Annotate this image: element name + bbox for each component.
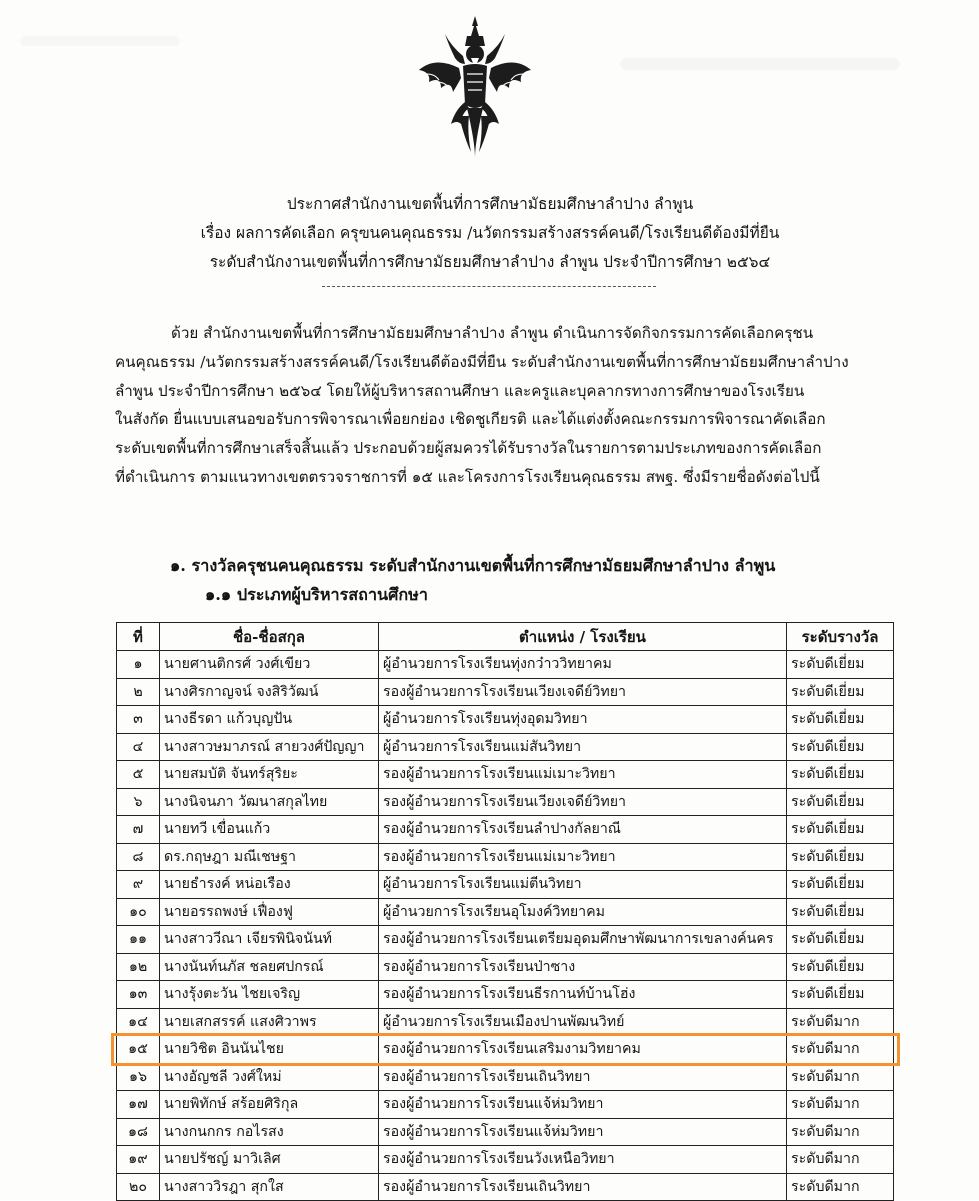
table-row	[117, 1173, 894, 1201]
table-row	[117, 1146, 894, 1174]
table-row	[117, 981, 894, 1009]
cell-position: ผู้อำนวยการโรงเรียนทุ่งกว๋าววิทยาคม	[379, 651, 787, 679]
cell-position: รองผู้อำนวยการโรงเรียนเถินวิทยา	[379, 1063, 787, 1091]
cell-name: ดร.กฤษฎา มณีเชษฐา	[160, 843, 379, 871]
paragraph-line: ระดับเขตพื้นที่การศึกษาเสร็จสิ้นแล้ว ประกอบด้วยผู้สมควรได้รับรางวัลในรายการตามประเภทของการคัดเลือก	[115, 439, 822, 458]
cell-position: รองผู้อำนวยการโรงเรียนแจ้ห่มวิทยา	[379, 1091, 787, 1119]
cell-award-level: ระดับดีเยี่ยม	[787, 706, 894, 734]
section-subtitle: ๑.๑ ประเภทผู้บริหารสถานศึกษา	[205, 585, 428, 604]
cell-name: นางอัญชลี วงศ์ใหม่	[160, 1063, 379, 1091]
cell-award-level: ระดับดีมาก	[787, 1118, 894, 1146]
cell-position: รองผู้อำนวยการโรงเรียนเวียงเจดีย์วิทยา	[379, 788, 787, 816]
cell-name: นางสาวษมาภรณ์ สายวงศ์ปัญญา	[160, 733, 379, 761]
cell-award-level: ระดับดีเยี่ยม	[787, 761, 894, 789]
cell-name: นางรุ้งตะวัน ไชยเจริญ	[160, 981, 379, 1009]
cell-name: นายธำรงค์ หน่อเรือง	[160, 871, 379, 899]
garuda-emblem-icon	[415, 12, 535, 162]
cell-name: นางกนกกร กอไรสง	[160, 1118, 379, 1146]
cell-award-level: ระดับดีมาก	[787, 1008, 894, 1036]
column-header-position: ตำแหน่ง / โรงเรียน	[379, 623, 787, 651]
cell-name: นายเสกสรรค์ แสงศิวาพร	[160, 1008, 379, 1036]
cell-position: รองผู้อำนวยการโรงเรียนเสริมงามวิทยาคม	[379, 1036, 787, 1064]
table-row	[117, 1063, 894, 1091]
cell-name: นายสมบัติ จันทร์สุริยะ	[160, 761, 379, 789]
cell-number: ๙	[117, 871, 160, 899]
column-header-award-level: ระดับรางวัล	[787, 623, 894, 651]
table-row	[117, 678, 894, 706]
cell-award-level: ระดับดีเยี่ยม	[787, 816, 894, 844]
cell-number: ๒	[117, 678, 160, 706]
cell-position: ผู้อำนวยการโรงเรียนแม่ตีนวิทยา	[379, 871, 787, 899]
table-row	[117, 871, 894, 899]
cell-award-level: ระดับดีเยี่ยม	[787, 871, 894, 899]
header-line-2: เรื่อง ผลการคัดเลือก ครุฃนคนคุณธรรม /นวัตกรรมสร้างสรรค์คนดี/โรงเรียนดีต้องมีที่ยืน	[200, 224, 780, 242]
table-row	[117, 1118, 894, 1146]
scan-mark	[620, 58, 900, 70]
cell-number: ๑๗	[117, 1091, 160, 1119]
cell-number: ๑๖	[117, 1063, 160, 1091]
cell-name: นางสาววิรฎา สุกใส	[160, 1173, 379, 1201]
cell-position: รองผู้อำนวยการโรงเรียนป่าซาง	[379, 953, 787, 981]
cell-award-level: ระดับดีเยี่ยม	[787, 981, 894, 1009]
cell-number: ๑๕	[117, 1036, 160, 1064]
cell-number: ๑๐	[117, 898, 160, 926]
cell-award-level: ระดับดีเยี่ยม	[787, 651, 894, 679]
cell-name: นายปรัชญ์ มาวิเลิศ	[160, 1146, 379, 1174]
cell-position: รองผู้อำนวยการโรงเรียนแจ้ห่มวิทยา	[379, 1118, 787, 1146]
cell-position: รองผู้อำนวยการโรงเรียนเตรียมอุดมศึกษาพัฒนาการเขลางค์นคร	[379, 926, 787, 954]
cell-number: ๓	[117, 706, 160, 734]
cell-position: ผู้อำนวยการโรงเรียนแม่สันวิทยา	[379, 733, 787, 761]
cell-position: รองผู้อำนวยการโรงเรียนแม่เมาะวิทยา	[379, 843, 787, 871]
paragraph-line: ในสังกัด ยื่นแบบเสนอขอรับการพิจารณาเพื่อยกย่อง เชิดชูเกียรติ และได้แต่งตั้งคณะกรรมการพิจารณาคัดเลือก	[115, 410, 826, 429]
cell-position: ผู้อำนวยการโรงเรียนทุ่งอุดมวิทยา	[379, 706, 787, 734]
table-row	[117, 761, 894, 789]
cell-number: ๗	[117, 816, 160, 844]
awards-table	[116, 622, 894, 1201]
header-line-3: ระดับสำนักงานเขตพื้นที่การศึกษามัธยมศึกษาลำปาง ลำพูน ประจำปีการศึกษา ๒๕๖๔	[209, 253, 771, 271]
cell-number: ๑๑	[117, 926, 160, 954]
cell-position: รองผู้อำนวยการโรงเรียนวังเหนือวิทยา	[379, 1146, 787, 1174]
cell-name: นายทวี เขื่อนแก้ว	[160, 816, 379, 844]
cell-award-level: ระดับดีเยี่ยม	[787, 843, 894, 871]
cell-position: ผู้อำนวยการโรงเรียนเมืองปานพัฒนวิทย์	[379, 1008, 787, 1036]
table-row	[117, 926, 894, 954]
table-row	[117, 953, 894, 981]
cell-number: ๑	[117, 651, 160, 679]
cell-number: ๔	[117, 733, 160, 761]
cell-name: นายวิชิต อินนันไชย	[160, 1036, 379, 1064]
cell-award-level: ระดับดีเยี่ยม	[787, 733, 894, 761]
cell-position: รองผู้อำนวยการโรงเรียนลำปางกัลยาณี	[379, 816, 787, 844]
cell-number: ๑๘	[117, 1118, 160, 1146]
cell-name: นายศานติกรศ์ วงศ์เขียว	[160, 651, 379, 679]
cell-number: ๑๒	[117, 953, 160, 981]
cell-number: ๑๙	[117, 1146, 160, 1174]
cell-number: ๘	[117, 843, 160, 871]
table-row	[117, 651, 894, 679]
cell-position: รองผู้อำนวยการโรงเรียนเวียงเจดีย์วิทยา	[379, 678, 787, 706]
header-divider	[322, 286, 656, 287]
cell-name: นางนิจนภา วัฒนาสกุลไทย	[160, 788, 379, 816]
cell-position: รองผู้อำนวยการโรงเรียนแม่เมาะวิทยา	[379, 761, 787, 789]
section-title: ๑. รางวัลครุชนคนคุณธรรม ระดับสำนักงานเขตพื้นที่การศึกษามัธยมศึกษาลำปาง ลำพูน	[170, 556, 776, 575]
cell-name: นางสาววีณา เจียรพินิจนันท์	[160, 926, 379, 954]
cell-position: รองผู้อำนวยการโรงเรียนเถินวิทยา	[379, 1173, 787, 1201]
cell-number: ๕	[117, 761, 160, 789]
cell-award-level: ระดับดีเยี่ยม	[787, 678, 894, 706]
cell-number: ๑๓	[117, 981, 160, 1009]
table-row	[117, 788, 894, 816]
cell-position: รองผู้อำนวยการโรงเรียนธีรกานท์บ้านโฮ่ง	[379, 981, 787, 1009]
cell-name: นางนันท์นภัส ชลยศปกรณ์	[160, 953, 379, 981]
cell-number: ๒๐	[117, 1173, 160, 1201]
table-row	[117, 1008, 894, 1036]
paragraph-line: ที่ดำเนินการ ตามแนวทางเขตตรวจราชการที่ ๑๕ และโครงการโรงเรียนคุณธรรม สพฐ. ซึ่งมีรายชื่อดังต่อไปนี้	[115, 467, 820, 486]
table-row	[117, 816, 894, 844]
table-row	[117, 706, 894, 734]
cell-award-level: ระดับดีเยี่ยม	[787, 926, 894, 954]
cell-name: นายพิทักษ์ สร้อยศิริกุล	[160, 1091, 379, 1119]
paragraph-line: คนคุณธรรม /นวัตกรรมสร้างสรรค์คนดี/โรงเรียนดีต้องมีที่ยืน ระดับสำนักงานเขตพื้นที่การศึกษามัธยมศึกษาลำปาง	[115, 352, 849, 371]
cell-award-level: ระดับดีมาก	[787, 1173, 894, 1201]
announcement-header	[110, 190, 870, 277]
cell-number: ๖	[117, 788, 160, 816]
table-row	[117, 1036, 894, 1064]
header-line-1: ประกาศสำนักงานเขตพื้นที่การศึกษามัธยมศึกษาลำปาง ลำพูน	[286, 195, 694, 213]
cell-award-level: ระดับดีมาก	[787, 1091, 894, 1119]
column-header-name: ชื่อ-ชื่อสกุล	[160, 623, 379, 651]
table-row	[117, 898, 894, 926]
paragraph-line: ด้วย สำนักงานเขตพื้นที่การศึกษามัธยมศึกษาลำปาง ลำพูน ดำเนินการจัดกิจกรรมการคัดเลือกครุชน	[171, 324, 814, 342]
scan-mark	[20, 36, 180, 46]
table-header-row	[117, 623, 894, 651]
cell-award-level: ระดับดีเยี่ยม	[787, 953, 894, 981]
cell-award-level: ระดับดีเยี่ยม	[787, 788, 894, 816]
body-paragraph	[115, 319, 877, 492]
paragraph-line: ลำพูน ประจำปีการศึกษา ๒๕๖๔ โดยให้ผู้บริหารสถานศึกษา และครูและบุคลากรทางการศึกษาของโรงเรียน	[115, 381, 805, 400]
cell-name: นางธีรดา แก้วบุญปัน	[160, 706, 379, 734]
cell-name: นายอรรถพงษ์ เฟื่องฟู	[160, 898, 379, 926]
column-header-number: ที่	[117, 623, 160, 651]
table-row	[117, 733, 894, 761]
cell-position: ผู้อำนวยการโรงเรียนอุโมงค์วิทยาคม	[379, 898, 787, 926]
cell-name: นางศิรกาญจน์ จงสิริวัฒน์	[160, 678, 379, 706]
cell-award-level: ระดับดีมาก	[787, 1063, 894, 1091]
table-row	[117, 1091, 894, 1119]
table-body	[117, 651, 894, 1201]
section-heading	[170, 551, 890, 609]
cell-award-level: ระดับดีเยี่ยม	[787, 898, 894, 926]
table-row	[117, 843, 894, 871]
cell-award-level: ระดับดีมาก	[787, 1146, 894, 1174]
cell-award-level: ระดับดีมาก	[787, 1036, 894, 1064]
cell-number: ๑๔	[117, 1008, 160, 1036]
